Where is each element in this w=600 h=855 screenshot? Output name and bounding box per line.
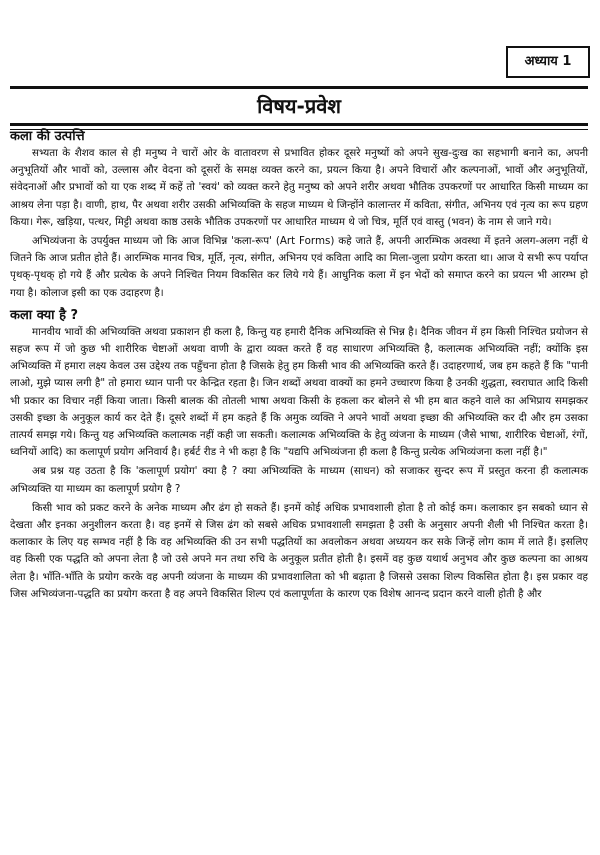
paragraph: अभिव्यंजना के उपर्युक्त माध्यम जो कि आज विभिन्न 'कला-रूप' (Art Forms) कहे जाते हैं, अपनी आरम्भिक अवस्था में इतने अलग-अलग नहीं थे जितने कि आज प्रतीत होते हैं। आरम्भिक मानव चित्र, मूर्ति, नृत्य, संगीत, अभिनय एवं कविता आदि का मिला-जुला प्रयोग करता था। आज ये सभी रूप पर्याप्त पृथक्-पृथक् हो गये हैं और प्रत्येक के अपने निश्चित नियम विकसित कर लिये गये हैं। आधुनिक कला में इन भेदों को समाप्त करने का प्रयत्न भी आरम्भ हो गया है। कोलाज इसी का एक उदाहरण है। [10, 235, 588, 299]
section-heading: कला की उत्पत्ति [10, 129, 85, 144]
paragraph: किसी भाव को प्रकट करने के अनेक माध्यम और ढंग हो सकते हैं। इनमें कोई अधिक प्रभावशाली होता है तो कोई कम। कलाकार इन सबको ध्यान से देखता और इनका अनुशीलन करता है। वह इनमें से जिस ढंग को सबसे अधिक प्रभावशाली समझता है उसी के अनुसार अपनी शैली भी निश्चित करता है। कलाकार के लिए यह सम्भव नहीं है कि वह अभिव्यक्ति की उन सभी पद्धतियों का अवलोकन अथवा अध्ययन कर सके जिन्हें लोग काम में लाते हैं। इसलिए वह किसी एक पद्धति को अपना लेता है जो उसे अपने मन तथा रुचि के अनुकूल प्रतीत होती है। इसमें वह कुछ यथार्थ अनुभव और कुछ कल्पना का आश्रय लेता है। भाँति-भाँति के प्रयोग करके वह अपनी व्यंजना के माध्यम की प्रभावशालिता को भी बढ़ाता है जिससे उसका शिल्प विकसित होता है। इस प्रकार वह जिस अभिव्यंजना-पद्धति का प्रयोग करता है वह अपने विकसित शिल्प एवं कलापूर्णता के कारण एक विशेष आनन्द प्रदान करने वाली होती है और [10, 501, 588, 600]
paragraph: सभ्यता के शैशव काल से ही मनुष्य ने चारों ओर के वातावरण से प्रभावित होकर दूसरे मनुष्यों को अपने सुख-दुःख का सहभागी बनाने का, अपनी अनुभूतियों और भावों को, उल्लास और वेदना को दूसरों के समक्ष व्यक्त करने का, प्रयत्न किया है। अपने विचारों और कल्पनाओं, भावों और अनुभूतियों, संवेदनाओं और प्रभावों को या एक शब्द में कहें तो 'स्वयं' को व्यक्त करने हेतु मनुष्य को अपने शरीर अथवा भौतिक उपकरणों पर आधारित किसी माध्यम का आश्रय लेना पड़ा है। वाणी, हाथ, पैर अथवा शरीर उसकी अभिव्यक्ति के सहज माध्यम थे जिन्होंने कालान्तर में कविता, संगीत, अभिनय एवं नृत्य का रूप ग्रहण किया। गेरू, खड़िया, पत्थर, मिट्टी अथवा काष्ठ उसके भौतिक उपकरणों पर आधारित माध्यम थे जो चित्र, मूर्ति एवं वास्तु (भवन) के नाम से जाने गये। [10, 147, 588, 228]
paragraph: अब प्रश्न यह उठता है कि 'कलापूर्ण प्रयोग' क्या है ? क्या अभिव्यक्ति के माध्यम (साधन) को सजाकर सुन्दर रूप में प्रस्तुत करना ही कलात्मक अभिव्यक्ति या माध्यम का कलापूर्ण प्रयोग है ? [10, 465, 588, 495]
title-bottom-rule [10, 123, 588, 126]
chapter-label: अध्याय 1 [524, 54, 572, 69]
chapter-label-box [506, 46, 590, 78]
paragraph: मानवीय भावों की अभिव्यक्ति अथवा प्रकाशन ही कला है, किन्तु यह हमारी दैनिक अभिव्यक्ति से भिन्न है। दैनिक जीवन में हम किसी निश्चित प्रयोजन से सहज रूप में जो कुछ भी शारीरिक चेष्टाओं अथवा वाणी के द्वारा व्यक्त करते हैं वह साधारण अभिव्यक्ति है, कलात्मक अभिव्यक्ति नहीं; क्योंकि इस अभिव्यक्ति में हमारा लक्ष्य केवल उस उद्देश्य तक पहुँचना होता है जिसके हेतु हम किसी भाव की अभिव्यक्ति करते हैं। उदाहरणार्थ, जब हम कहते हैं कि "पानी लाओ, मुझे प्यास लगी है" तो हमारा ध्यान पानी पर केन्द्रित रहता है। जिन शब्दों अथवा वाक्यों का हमने उच्चारण किया है उनकी शुद्धता, स्वराघात आदि किसी भी प्रकार का विचार नहीं किया जाता। किसी बालक की तोतली भाषा अथवा किसी के हकला कर बोलने से भी हम बात कहने वाले का अभिप्राय समझकर उसकी इच्छा के अनुकूल कार्य कर देते हैं। दूसरे शब्दों में हम कहते हैं कि अमुक व्यक्ति ने अपने भावों अथवा इच्छा की अभिव्यक्ति कर दी और हम उसका तात्पर्य समझ गये। किन्तु यह अभिव्यक्ति कलात्मक नहीं कही जा सकती। कलात्मक अभिव्यक्ति के हेतु व्यंजना के माध्यम (जैसे भाषा, शारीरिक चेष्टाओं, रंगों, ध्वनियों आदि) का कलापूर्ण प्रयोग अनिवार्य है। हर्बर्ट रीड ने भी कहा है कि "यद्यपि अभिव्यंजना ही कला है किन्तु प्रत्येक अभिव्यंजना कला नहीं है।" [10, 325, 588, 459]
title-top-rule [10, 86, 588, 89]
page-title: विषय-प्रवेश [257, 94, 341, 118]
section-heading: कला क्या है ? [10, 307, 79, 323]
body-content [10, 128, 588, 605]
title-block [10, 86, 588, 130]
